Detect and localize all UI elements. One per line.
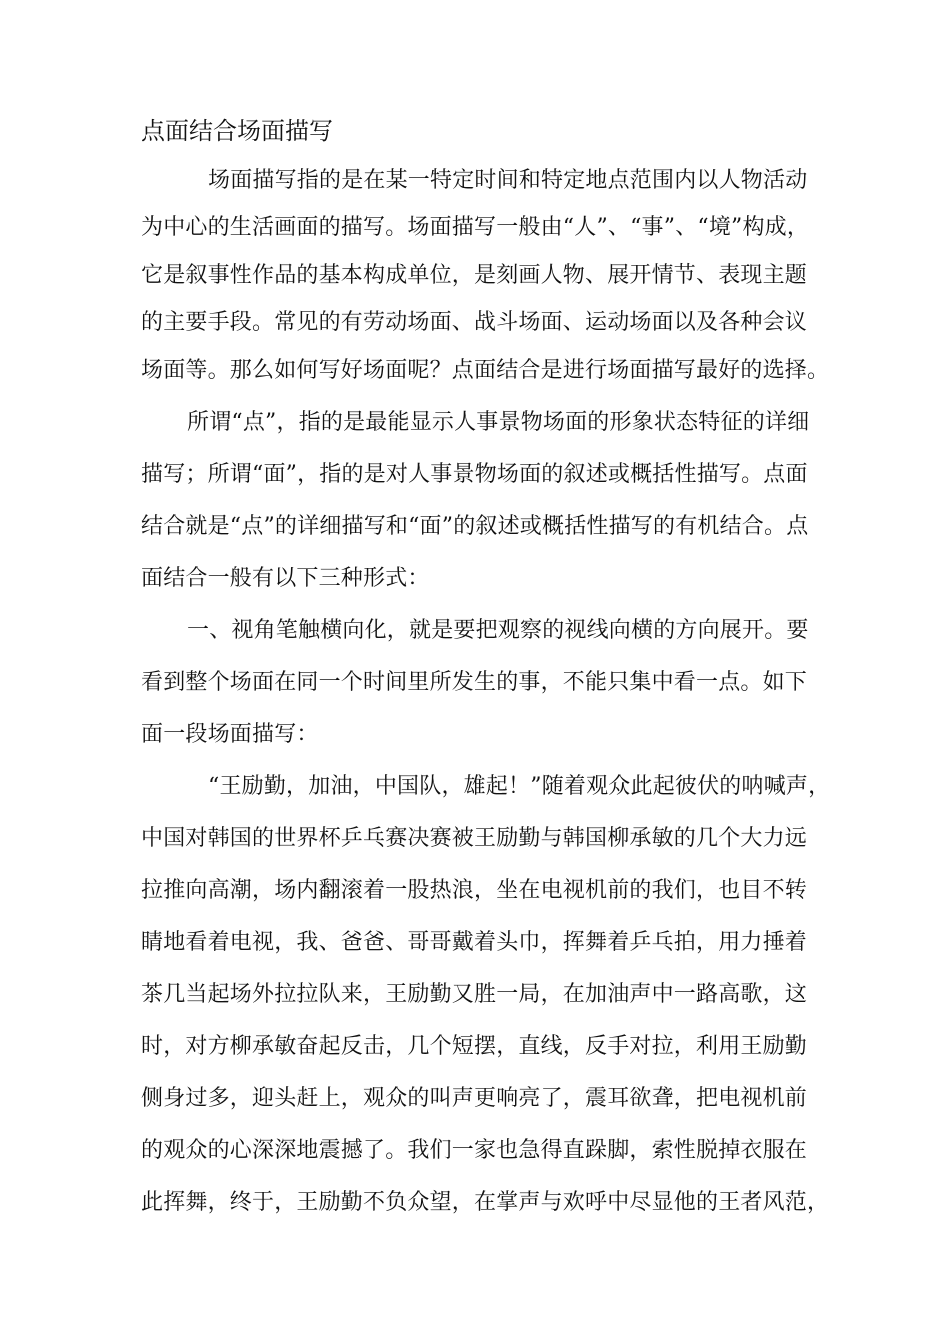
text-line: 面结合一般有以下三种形式： — [141, 566, 430, 591]
text-line: 看到整个场面在同一个时间里所发生的事，不能只集中看一点。如下 — [141, 670, 808, 695]
text-line: 此挥舞，终于，王励勤不负众望，在掌声与欢呼中尽显他的王者风范， — [141, 1190, 830, 1215]
text-line: 场面等。那么如何写好场面呢？点面结合是进行场面描写最好的选择。 — [141, 358, 830, 383]
text-line: 的观众的心深深地震撼了。我们一家也急得直跺脚，索性脱掉衣服在 — [141, 1138, 808, 1163]
text-line: 为中心的生活画面的描写。场面描写一般由“人”、“事”、“境”构成， — [141, 215, 810, 240]
page-title: 点面结合场面描写 — [141, 117, 333, 145]
text-line: 的主要手段。常见的有劳动场面、战斗场面、运动场面以及各种会议 — [141, 310, 808, 335]
text-line: 面一段场面描写： — [141, 722, 319, 747]
text-line: 结合就是“点”的详细描写和“面”的叙述或概括性描写的有机结合。点 — [141, 514, 809, 539]
text-line: 茶几当起场外拉拉队来，王励勤又胜一局，在加油声中一路高歌，这 — [141, 982, 808, 1007]
text-line: 拉推向高潮，场内翻滚着一股热浪，坐在电视机前的我们，也目不转 — [141, 878, 808, 903]
text-line: 睛地看着电视，我、爸爸、哥哥戴着头巾，挥舞着乒乓拍，用力捶着 — [141, 930, 808, 955]
text-line: “王励勤，加油，中国队，雄起！”随着观众此起彼伏的呐喊声， — [208, 774, 831, 799]
text-line: 侧身过多，迎头赶上，观众的叫声更响亮了，震耳欲聋，把电视机前 — [141, 1086, 808, 1111]
text-line: 场面描写指的是在某一特定时间和特定地点范围内以人物活动 — [208, 168, 808, 193]
text-line: 中国对韩国的世界杯乒乓赛决赛被王励勤与韩国柳承敏的几个大力远 — [141, 826, 808, 851]
text-line: 所谓“点”，指的是最能显示人事景物场面的形象状态特征的详细 — [187, 410, 810, 435]
text-line: 描写；所谓“面”，指的是对人事景物场面的叙述或概括性描写。点面 — [141, 462, 808, 487]
text-line: 时，对方柳承敏奋起反击，几个短摆，直线，反手对拉，利用王励勤 — [141, 1034, 808, 1059]
text-line: 一、视角笔触横向化，就是要把观察的视线向横的方向展开。要 — [187, 618, 809, 643]
text-line: 它是叙事性作品的基本构成单位，是刻画人物、展开情节、表现主题 — [141, 263, 808, 288]
